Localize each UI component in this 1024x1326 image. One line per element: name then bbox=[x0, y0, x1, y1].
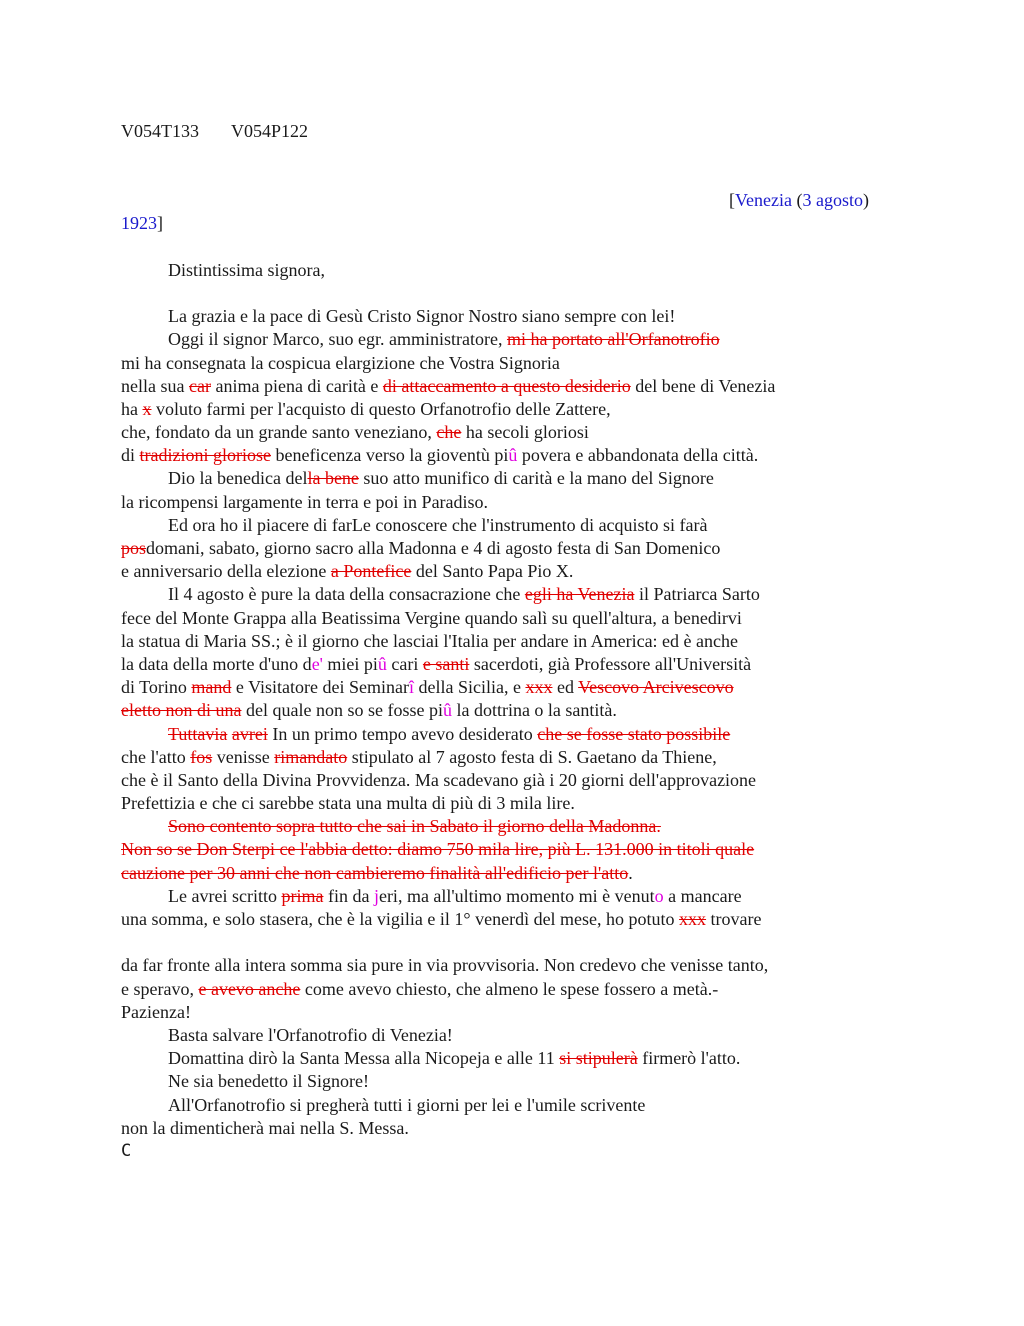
marked-text: û bbox=[508, 445, 518, 466]
text-segment: venisse bbox=[212, 746, 275, 767]
text-line bbox=[121, 653, 881, 676]
marked-text: û bbox=[442, 700, 452, 721]
deleted-text: di attaccamento a questo desiderio bbox=[382, 375, 631, 396]
text-segment: la ricompensi largamente in terra e poi in Paradiso. bbox=[121, 491, 489, 512]
text-line bbox=[121, 398, 881, 421]
text-line bbox=[121, 1047, 881, 1070]
deleted-text: Tuttavia bbox=[168, 723, 228, 744]
text-segment: la dottrina o la santità. bbox=[451, 700, 617, 721]
text-line bbox=[121, 421, 881, 444]
text-segment: stipulato al 7 agosto festa di S. Gaetano da Thiene, bbox=[347, 746, 717, 767]
text-segment: La grazia e la pace di Gesù Cristo Signor Nostro siano sempre con lei! bbox=[168, 306, 676, 327]
text-line bbox=[121, 375, 881, 398]
text-line bbox=[121, 723, 881, 746]
text-segment: la data della morte d'uno d bbox=[121, 653, 312, 674]
deleted-text: tradizioni gloriose bbox=[139, 445, 271, 466]
deleted-text: Non so se Don Sterpi ce l'abbia detto: diamo 750 mila lire, più L. 131.000 in titoli quale bbox=[121, 839, 755, 860]
text-line bbox=[121, 862, 881, 885]
footer-mark: C bbox=[121, 1140, 132, 1161]
text-line bbox=[121, 1117, 881, 1140]
text-line bbox=[121, 885, 881, 908]
marked-text: e' bbox=[311, 653, 323, 674]
year: 1923 bbox=[121, 213, 157, 234]
text-segment: del Santo Papa Pio X. bbox=[411, 561, 574, 582]
deleted-text: rimandato bbox=[274, 746, 348, 767]
text-segment: domani, sabato, giorno sacro alla Madonna e 4 di agosto festa di San Domenico bbox=[146, 538, 721, 558]
deleted-text: pos bbox=[121, 538, 147, 558]
text-line bbox=[121, 630, 881, 653]
text-line bbox=[121, 1024, 881, 1047]
text-segment: Dio la benedica del bbox=[168, 468, 308, 489]
text-line bbox=[121, 838, 881, 861]
text-segment: che l'atto bbox=[121, 746, 191, 767]
text-line bbox=[121, 352, 881, 375]
text-segment: che, fondato da un grande santo veneziano, bbox=[121, 422, 437, 443]
text-segment: povera e abbandonata della città. bbox=[517, 445, 759, 466]
deleted-text: x bbox=[142, 398, 152, 419]
deleted-text: prima bbox=[281, 885, 324, 906]
text-line bbox=[121, 444, 881, 467]
text-segment: ha secoli gloriosi bbox=[461, 422, 589, 443]
text-line bbox=[121, 954, 881, 977]
deleted-text: Sono contento sopra tutto che sai in Sabato il giorno della Madonna. bbox=[168, 816, 661, 837]
marked-text: î bbox=[408, 677, 414, 698]
deleted-text: xxx bbox=[679, 909, 707, 929]
text-segment: In un primo tempo avevo desiderato bbox=[267, 723, 538, 744]
text-line bbox=[121, 769, 881, 792]
deleted-text: eletto non di una bbox=[121, 700, 242, 721]
text-segment: Basta salvare l'Orfanotrofio di Venezia! bbox=[168, 1024, 453, 1045]
deleted-text: che bbox=[436, 422, 462, 443]
text-line bbox=[121, 514, 881, 537]
text-line bbox=[121, 746, 881, 769]
marked-text: j bbox=[373, 885, 379, 906]
marked-text: o bbox=[654, 885, 664, 906]
text-segment: . bbox=[628, 862, 633, 883]
text-segment: All'Orfanotrofio si pregherà tutti i giorni per lei e l'umile scrivente bbox=[168, 1094, 646, 1115]
text-segment: di Torino bbox=[121, 677, 192, 698]
text-segment: Le avrei scritto bbox=[168, 885, 282, 906]
text-segment: del quale non so se fosse pi bbox=[241, 700, 443, 721]
text-segment: che è il Santo della Divina Provvidenza. Ma scadevano già i 20 giorni dell'approvazione bbox=[121, 769, 757, 790]
text-segment: ha bbox=[121, 398, 143, 419]
marked-text: û bbox=[377, 653, 387, 674]
deleted-text: che se fosse stato possibile bbox=[537, 723, 731, 744]
text-segment: nella sua bbox=[121, 375, 189, 396]
deleted-text: mand bbox=[191, 677, 232, 698]
text-line bbox=[121, 467, 881, 490]
text-segment: di bbox=[121, 445, 140, 466]
text-segment: firmerò l'atto. bbox=[637, 1048, 741, 1069]
text-segment: il Patriarca Sarto bbox=[634, 584, 760, 605]
text-line bbox=[121, 699, 881, 722]
text-line bbox=[121, 1001, 881, 1024]
deleted-text: car bbox=[188, 375, 211, 396]
deleted-text: avrei bbox=[231, 723, 268, 744]
text-segment: come avevo chiesto, che almeno le spese fossero a metà.- bbox=[300, 978, 719, 999]
deleted-text: cauzione per 30 anni che non cambieremo finalità all'edificio per l'atto bbox=[121, 862, 629, 883]
text-segment: Pazienza! bbox=[121, 1001, 191, 1022]
text-segment: beneficenza verso la gioventù pi bbox=[270, 445, 509, 466]
text-segment: eri, ma all'ultimo momento mi è venut bbox=[378, 885, 655, 906]
text-segment: Il 4 agosto è pure la data della consacrazione che bbox=[168, 584, 525, 605]
text-segment: cari bbox=[386, 653, 423, 674]
text-line bbox=[121, 1070, 881, 1093]
text-segment: la statua di Maria SS.; è il giorno che lasciai l'Italia per andare in America: ed è anche bbox=[121, 630, 739, 651]
text-segment: Prefettizia e che ci sarebbe stata una multa di più di 3 mila lire. bbox=[121, 793, 575, 814]
text-segment: sacerdoti, già Professore all'Università bbox=[469, 653, 752, 674]
text-line bbox=[121, 607, 881, 630]
text-segment: Ed ora ho il piacere di farLe conoscere che l'instrumento di acquisto si farà bbox=[168, 514, 708, 535]
text-segment: trovare bbox=[706, 909, 762, 929]
text-segment: e Visitatore dei Seminar bbox=[231, 677, 409, 698]
deleted-text: e avevo anche bbox=[198, 978, 301, 999]
text-line bbox=[121, 491, 881, 514]
text-line bbox=[121, 583, 881, 606]
text-segment: fece del Monte Grappa alla Beatissima Vergine quando salì su quell'altura, a benedirvi bbox=[121, 607, 742, 628]
text-segment: non la dimenticherà mai nella S. Messa. bbox=[121, 1117, 409, 1138]
text-segment: suo atto munifico di carità e la mano del Signore bbox=[358, 468, 714, 489]
deleted-text: xxx bbox=[525, 677, 553, 698]
dateline-year: 1923] bbox=[121, 213, 163, 234]
dateline: [Venezia (3 agosto) bbox=[729, 190, 869, 211]
place: Venezia bbox=[735, 190, 792, 211]
deleted-text: a Pontefice bbox=[330, 561, 412, 582]
code-p: V054P122 bbox=[231, 121, 309, 141]
text-line bbox=[121, 560, 881, 583]
text-line bbox=[121, 305, 881, 328]
text-line bbox=[121, 815, 881, 838]
deleted-text: la bene bbox=[307, 468, 359, 489]
text-line bbox=[121, 978, 881, 1001]
text-segment: a mancare bbox=[663, 885, 742, 906]
text-segment: Oggi il signor Marco, suo egr. amministratore, bbox=[168, 329, 507, 350]
letter-document bbox=[121, 120, 881, 1163]
text-segment: ed bbox=[552, 677, 579, 698]
day: 3 agosto bbox=[802, 190, 863, 211]
text-segment: miei pi bbox=[322, 653, 378, 674]
salutation: Distintissima signora, bbox=[168, 259, 325, 280]
text-line bbox=[121, 328, 881, 351]
text-line bbox=[121, 1094, 881, 1117]
text-segment: e speravo, bbox=[121, 978, 199, 999]
deleted-text: Vescovo Arcivescovo bbox=[578, 677, 734, 698]
text-segment: da far fronte alla intera somma sia pure in via provvisoria. Non credevo che venisse tanto, bbox=[121, 955, 769, 976]
deleted-text: fos bbox=[190, 746, 213, 767]
text-segment: del bene di Venezia bbox=[630, 375, 776, 396]
text-segment: anima piena di carità e bbox=[210, 375, 383, 396]
text-segment: della Sicilia, e bbox=[413, 677, 526, 698]
text-segment: voluto farmi per l'acquisto di questo Orfanotrofio delle Zattere, bbox=[151, 398, 611, 419]
letter-body bbox=[121, 305, 881, 1140]
deleted-text: egli ha Venezia bbox=[524, 584, 635, 605]
text-segment: Ne sia benedetto il Signore! bbox=[168, 1071, 369, 1092]
deleted-text: e santi bbox=[422, 653, 470, 674]
text-line bbox=[121, 908, 881, 931]
text-segment: e anniversario della elezione bbox=[121, 561, 331, 582]
text-line bbox=[121, 792, 881, 815]
text-segment: fin da bbox=[323, 885, 374, 906]
deleted-text: mi ha portato all'Orfanotrofio bbox=[506, 329, 720, 350]
document-codes bbox=[121, 120, 881, 143]
text-line bbox=[121, 676, 881, 699]
code-t: V054T133 bbox=[121, 121, 199, 141]
text-segment: Domattina dirò la Santa Messa alla Nicopeja e alle 11 bbox=[168, 1048, 560, 1069]
text-line bbox=[121, 537, 881, 560]
text-segment: una somma, e solo stasera, che è la vigilia e il 1° venerdì del mese, ho potuto bbox=[121, 909, 680, 929]
deleted-text: si stipulerà bbox=[559, 1048, 638, 1069]
text-segment: mi ha consegnata la cospicua elargizione che Vostra Signoria bbox=[121, 352, 560, 373]
